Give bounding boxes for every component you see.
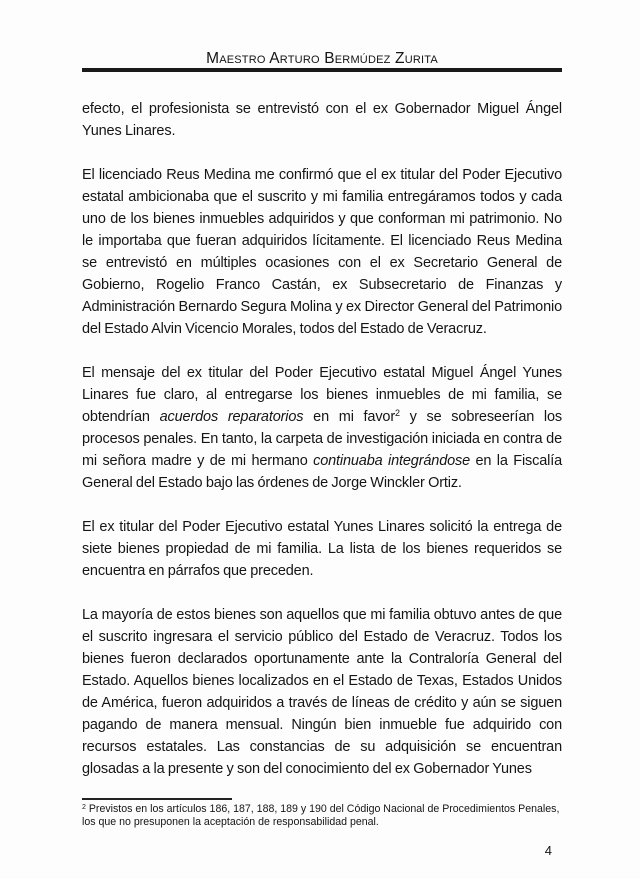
- paragraph-text: El ex titular del Poder Ejecutivo estatal Yunes Linares solicitó la entrega de siete bienes propiedad de mi familia. La lista de los bienes requeridos se encuentra en párrafos que preceden.: [82, 519, 562, 579]
- paragraph-text: El mensaje del ex titular del Poder Ejecutivo estatal Miguel Ángel Yunes Linares fue claro, al entregarse los bienes inmuebles de mi familia, se obtendrían: [82, 365, 562, 425]
- body-paragraph: [82, 164, 562, 340]
- body-text: [82, 98, 562, 780]
- footnote-reference: 2: [395, 408, 400, 418]
- body-paragraph: [82, 516, 562, 582]
- paragraph-text: efecto, el profesionista se entrevistó con el ex Gobernador Miguel Ángel Yunes Linares.: [82, 101, 562, 139]
- paragraph-text: y se sobreseerían los procesos penales. En tanto, la carpeta de investigación iniciada en contra de mi señora madre y de mi hermano: [82, 409, 562, 469]
- footnote-text: Previstos en los artículos 186, 187, 188, 189 y 190 del Código Nacional de Procedimientos Penales, los que no presuponen la aceptación de responsabilidad penal.: [82, 802, 560, 828]
- paragraph-text: El licenciado Reus Medina me confirmó que el ex titular del Poder Ejecutivo estatal ambicionaba que el suscrito y mi familia entregáramos todos y cada uno de los bienes inmuebles adquiridos y que conforman mi patrimonio. No le importaba que fueran adquiridos lícitamente. El licenciado Reus Medina se entrevistó en múltiples ocasiones con el ex Secretario General de Gobierno, Rogelio Franco Castán, ex Subsecretario de Finanzas y Administración Bernardo Segura Molina y ex Director General del Patrimonio del Estado Alvin Vicencio Morales, todos del Estado de Veracruz.: [82, 167, 562, 337]
- italic-text: acuerdos reparatorios: [159, 409, 304, 425]
- paragraph-text: La mayoría de estos bienes son aquellos que mi familia obtuvo antes de que el suscrito ingresara el servicio público del Estado de Veracruz. Todos los bienes fueron declarados oportunamente ante la Contraloría General del Estado. Aquellos bienes localizados en el Estado de Texas, Estados Unidos de América, fueron adquiridos a través de líneas de crédito y aún se siguen pagando de manera mensual. Ningún bien inmueble fue adquirido con recursos estatales. Las constancias de su adquisición se encuentran glosadas a la presente y son del conocimiento del ex Gobernador Yunes: [82, 607, 562, 777]
- page-number: 4: [544, 842, 552, 858]
- footnote-marker: 2: [82, 803, 86, 811]
- footnote: [82, 803, 564, 829]
- header-rule: [82, 68, 562, 72]
- body-paragraph: [82, 98, 562, 142]
- paragraph-text: en la Fiscalía General del Estado bajo las órdenes de Jorge Winckler Ortiz.: [82, 453, 562, 491]
- running-header-title: Maestro Arturo Bermúdez Zurita: [206, 50, 438, 67]
- italic-text: continuaba integrándose: [313, 453, 471, 469]
- body-paragraph: [82, 362, 562, 494]
- body-paragraph: [82, 604, 562, 780]
- footnote-separator: [82, 798, 232, 800]
- paragraph-text: en mi favor: [303, 409, 396, 425]
